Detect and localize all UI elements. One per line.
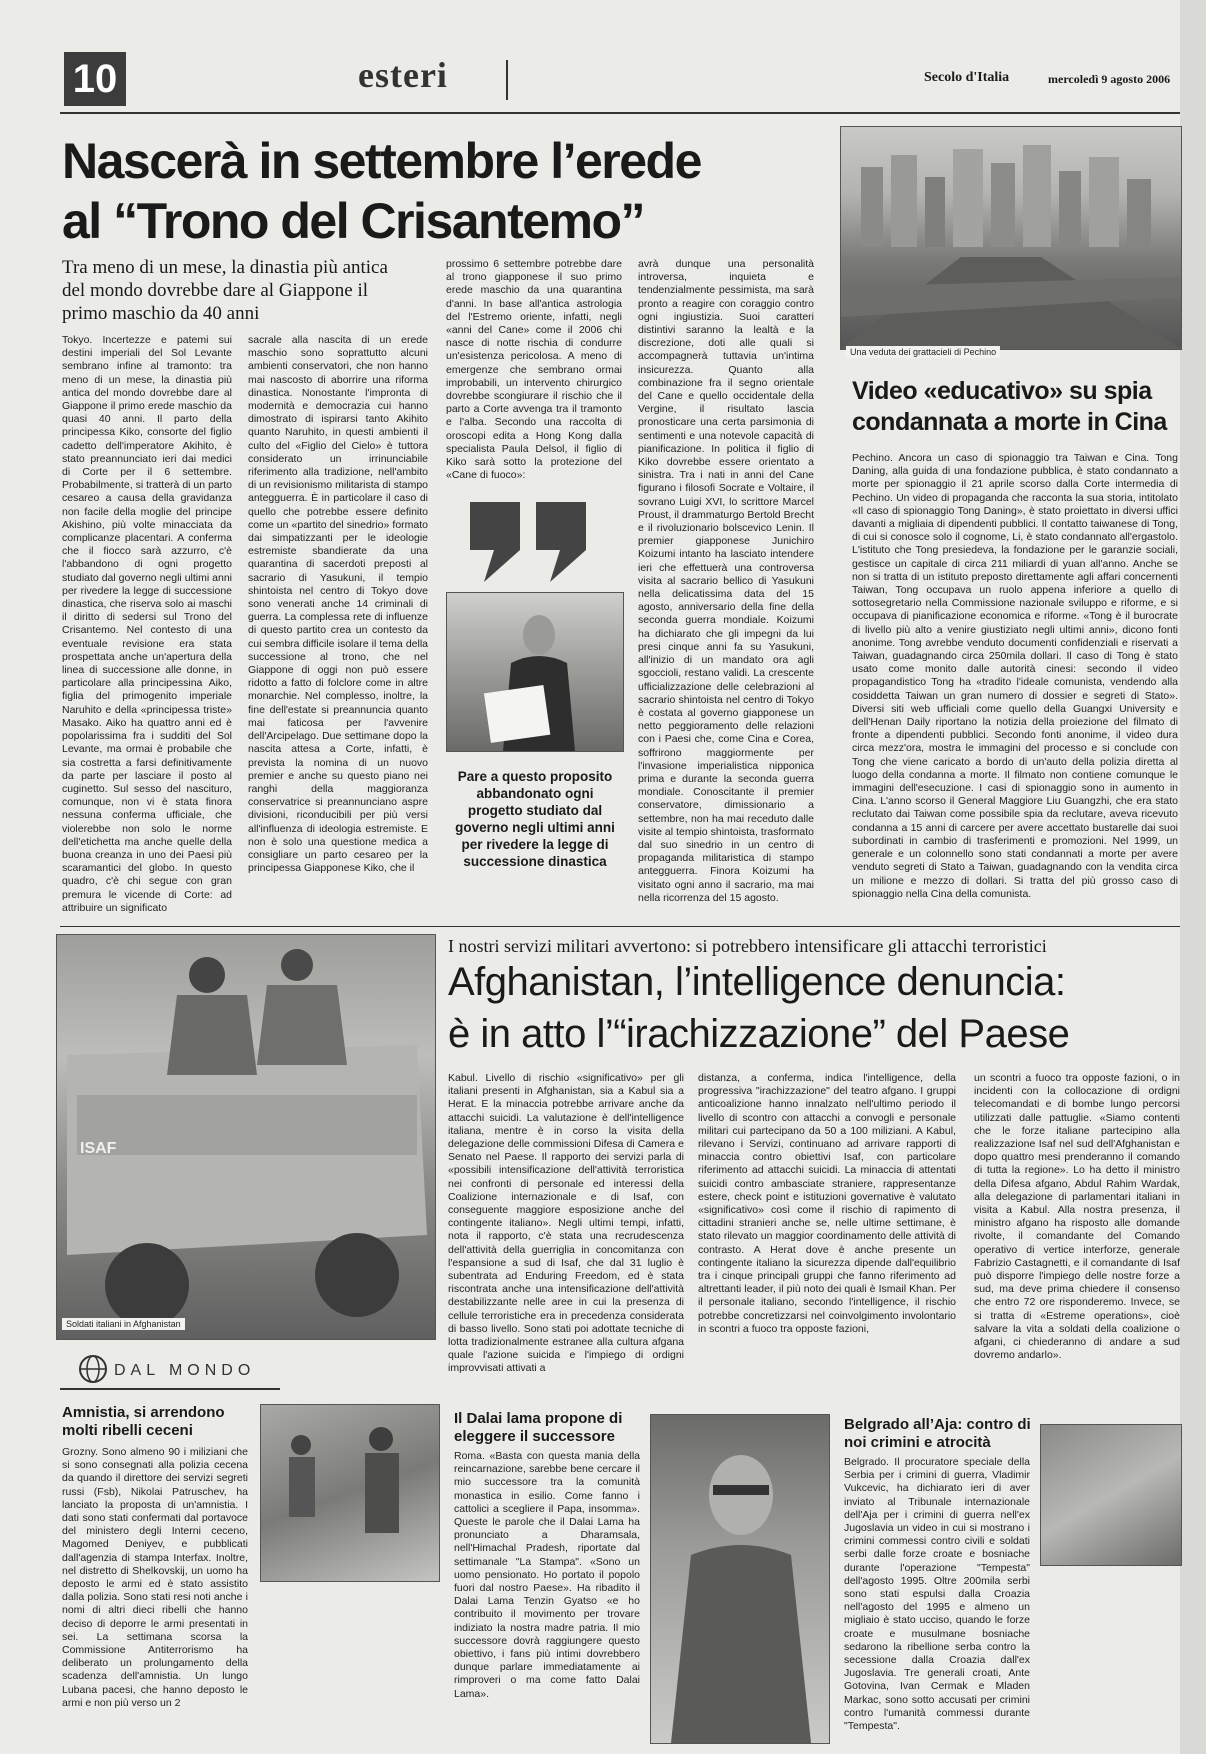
afghan-kicker: I nostri servizi militari avvertono: si potrebbero intensificare gli attacchi terroristici [448,936,1047,956]
dalai-lama-photo [650,1414,830,1744]
main-article-column-3: prossimo 6 settembre potrebbe dare al trono giapponese il suo primo erede maschio da una quarantina d'anni. In base all'antica astrologia del l'Estremo oriente, infatti, negli «anni del Cane» come il 2006 chi nasce di notte rischia di condurre un'esistenza pericolosa. A meno di emergenze che sembrano ormai improbabili, un intervento chirurgico dovrebbe scongiurare il rischio che il parto a Corte avvenga tra il tramonto e l'alba. Secondo una raccolta di oroscopi edita a Hong Kong dalla specialista Paula Delsol, il figlio di Kiko sarà sotto la protezione del «Cane di fuoco»: [446,258,622,482]
main-article-column-2: sacrale alla nascita di un erede maschio sono soprattutto alcuni ambienti conservatori, che non hanno mai nascosto di aborrire una riforma dinastica. Nonostante l'impronta di modernità e democrazia cui hanno dimostrato di ispirarsi tanto Akihito quanto Naruhito, in questi ambienti il culto del «Figlio del Cielo» è tuttora considerato un irrinunciabile riferimento alla tradizione, nell'ambito di un revisionismo militarista di stampo antegguerra. È in particolare il caso di quello che potrebbe essere definito come un «partito del sinedrio» formato dai simpatizzanti per le ideologie estremiste sbandierate da una quarantina di sacerdoti preposti al sacrario di Yasukuni, il tempio shintoista nel centro di Tokyo dove sono venerati anche 14 criminali di guerra. La complessa rete di influenze di questo partito crea un contesto da cui sembra difficile isolare il tema della successione al trono, che nel Giappone di oggi non può essere ridotto a fatto di folclore come in altre monarchie. Nel complesso, inoltre, la fine dell'estate si preannuncia quanto mai faticosa per l'avvenire dell'Arcipelago. Due settimane dopo la nascita attesa a Corte, infatti, è prevista la nomina di un nuovo premier e anche su questo piano nei ranghi della maggioranza conservatrice si preannunciano aspre divisioni, riconducibili per più versi all'influenza di ideologia estremiste. E non è solo una questione medica a consigliare un parto cesareo per la principessa Giapponese Kiko, che il [248,334,428,875]
page-number: 10 [64,52,126,106]
china-headline: Video «educativo» su spia condannata a morte in Cina [852,377,1167,436]
afghanistan-soldiers-photo [56,934,436,1340]
belgrade-photo [1040,1424,1182,1566]
main-headline-line-1: Nascerà in settembre l’erede [62,133,701,189]
afghan-headline-line-2: è in atto l’“irachizzazione” del Paese [448,1012,1070,1056]
chechen-rebels-photo [260,1404,440,1582]
afghan-article-column-3: un scontri a fuoco tra opposte fazioni, o in incidenti con la collocazione di ordigni telecomandati e di bombe lungo percorsi utilizzati dalle pattuglie. «Siamo contenti che le forze italiane partecipino alla realizzazione Isaf nel sud dell'Afghanistan e dopo quattro mesi prenderanno il comando di tutta la regione». Lo ha detto il ministro della Difesa afgano, Abdul Rahim Wardak, alla delegazione di parlamentari italiani in visita a Kabul. Alla nostra presenza, il ministro afgano ha risposto alle domande rivolte, il comandante del Comando operativo di vertice interforze, generale Fabrizio Castagnetti, e il comandante di Isaf può disporre l'impiego delle nostre forze a sud, ma deve prima chiedere il consenso che entro 72 ore risponderemo. Invece, se si tratta di «Estreme operations», cioè salvare la vita a soldati della coalizione o afgani, ci chiederanno di andare a sud dovremo andarlo». [974,1072,1180,1362]
vehicle-marking: ISAF [80,1140,117,1157]
dalai-lama-headline: Il Dalai lama propone di eleggere il successore [454,1410,623,1445]
section-title: esteri [358,55,448,95]
beijing-skyline-photo [840,126,1182,350]
afghan-headline-line-1: Afghanistan, l’intelligence denuncia: [448,960,1066,1004]
chechnya-body: Grozny. Sono almeno 90 i miliziani che si sono consegnati alla polizia cecena da quando il direttore dei servizi segreti russi (Fsb), Nikolai Patruschev, ha lanciato la proposta di un'amnistia. I dati sono stati confermati dal portavoce del ministero degli Interni ceceno, Magomed Deniyev, e pubblicati dall'agenzia di stampa Interfax. Inoltre, nel distretto di Shelkovskij, un uomo ha deposto le armi ed è stato assistito dalla polizia. Sono stati resi noti anche i nomi di altri dieci ribelli che hanno deciso di deporre le armi presentati in sei. La settimana scorsa la Commissione Antiterrorismo ha deliberato un prolungamento della scadenza dell'amnistia. Un lungo Lubana pacesi, che hanno deposto le armi e non più verso un 2 [62,1446,248,1709]
beijing-photo-caption: Una veduta dei grattacieli di Pechino [846,346,1000,358]
dal-mondo-rule [60,1388,280,1390]
afghan-article-column-2: distanza, a conferma, indica l'intelligence, della progressiva "irachizzazione" del teatro afgano. I gruppi anticoalizione hanno innalzato nell'ultimo periodo il livello di scontro con attacchi a convogli e personale militari cui partecipano da 50 a 100 miliziani. A Kabul, rilevano i Servizi, continuano ad arrivare rapporti di minaccia contro obiettivi Isaf, con particolare riferimento ad attacchi suicidi. La minaccia di attentati suicidi contro ambasciate straniere, rappresentanze estere, check point e istituzioni governative è valutato «significativo» così come il rischio di rapimento di cittadini stranieri anche se, nelle ultime settimane, è stato rilevato un maggior coordinamento delle attività di contrasto. A Herat dove è anche presente un contingente italiano la sicurezza dipende dall'equilibrio tra i cinque principali gruppi che fanno riferimento ad altrettanti leader, il più noto dei quali è Ismail Khan. Per il personale italiano, secondo l'intelligence, il rischio potrebbe concretizzarsi nel coinvolgimento involontario in scontri a fuoco tra opposte fazioni, [698,1072,956,1335]
main-article-column-1: Tokyo. Incertezze e patemi sui destini imperiali del Sol Levante sembrano infine al tramonto: tra meno di un mese, la dinastia più antica del mondo dovrebbe dare al Giappone il primo erede maschio da quasi 40 anni. Il parto della principessa Kiko, consorte del figlio cadetto dell'imperatore Akihito, è stato preannunciato ieri dai medici di Corte per il 6 settembre. Probabilmente, si tratterà di un parto cesareo a causa della gravidanza non facile della moglie del principe Akishino, più volte minacciata da complicanze placentari. A conferma che il fiocco sarà azzurro, c'è l'abbandono di ogni progetto studiato dal governo negli ultimi anni per rivedere la legge di successione dinastica, che riserva solo ai maschi il diritto di sedersi sul Trono del Crisantemo. Nel contesto di una eventuale revisione era stata prospettata anche un'apertura della linea di successione alle donne, in particolare alla principessina Aiko, figlia del primogenito imperiale Naruhito e della «principessa triste» Masako. Aiko ha quattro anni ed è popolarissima fra i sudditi del Sol Levante, ma ormai è probabile che sia costretta a farsi definitivamente da parte per lasciare il posto al cuginetto. Sul sesso del nascituro, comunque, non vi è stata finora nessuna conferma ufficiale, che violerebbe non solo le norme dell'etichetta ma anche quelle della buona creanza in uno dei Paesi più scaramantici del globo. In questo quadro, c'è chi segue con gran premura le vicende di Corte: ad attribuire un significato [62,334,232,914]
afghan-article-column-1: Kabul. Livello di rischio «significativo» per gli italiani presenti in Afghanistan, sia a Kabul sia a Herat. E la minaccia potrebbe arrivare anche da attacchi suicidi. La valutazione è dell'intelligence italiana, mentre è in corso la visita della delegazione delle commissioni Difesa di Camera e Senato nel Paese. Il rapporto dei servizi parla di «possibili intensificazione dell'attività terroristica nei confronti di personale ed interessi della Coalizione internazionale e di Isaf, con conseguente maggiore esposizione anche del contingente italiano». Negli ultimi tempi, infatti, nota il rapporto, c'è stata una recrudescenza dell'attività della guerriglia in concomitanza con l'espansione a sud di Isaf, che dal 31 luglio è subentrata ad Enduring Freedom, ed è stata riscontrata anche una intensificazione dell'attività destabilizzante nelle aree in cui la presenza di cellule terroristiche era in precedenza considerata di basso livello. Sono stati poi adottate tecniche di lotta tradizionalmente estranee alla cultura afgana quale l'azione suicida e l'impiego di ordigni improvvisati attivati a [448,1072,684,1375]
chechnya-headline: Amnistia, si arrendono molti ribelli ceceni [62,1404,225,1439]
main-subhead: Tra meno di un mese, la dinastia più antica del mondo dovrebbe dare al Giappone il primo maschio da 40 anni [62,257,388,324]
header-divider [506,60,508,100]
china-article-body: Pechino. Ancora un caso di spionaggio tra Taiwan e Cina. Tong Daning, alla guida di una fondazione pubblica, è stato condannato a morte per spionaggio il 21 aprile scorso dalla Corte intermedia di Pechino. Un video di propaganda che racconta la sua storia, intitolato «Il caso di spionaggio Tong Daning», è stato proiettato in diversi uffici davanti a migliaia di dipendenti pubblici. Il contatto taiwanese di Tong, di cui si conosce solo il cognome, Li, è stato condannato all'ergastolo. L'istituto che Tong presiedeva, la fondazione per le garanzie sociali, gestisce un capitale di circa 211 miliardi di yuan all'anno. Anche se non si tratta di un istituto preposto direttamente agli affari concernenti Taiwan, Tong occupava un ruolo appena inferiore a quello di sottosegretario nella Commissione nazionale sviluppo e riforme, e si occupava di pianificazione economica e riforme. «Tong è il burocrate di livello più alto a venire giustiziato negli ultimi anni», dicono fonti anonime. Tong avrebbe venduto documenti confidenziali e riservati a Taiwan, guadagnando circa 250mila dollari. Il caso di Tong è stato usato come monito dalle autorità cinesi: secondo il video propagandistico Tong ha «tradito l'ideale comunista, vendendo alla cosiddetta Taiwan un gran numero di dossier e segreti di Stato». Diversi siti web ufficiali come quello della Guangxi University e dell'Henan Daily riportano la notizia della proiezione del filmato di fronte a dipendenti pubblici. Secondo fonti anonime, il video dura circa mezz'ora, mostra le immagini del processo e si conclude con Tong che viene caricato a bordo di un'auto della polizia diretta al luogo della condanna a morte. Il filmato non contiene comunque le immagini dell'esecuzione. I casi di spionaggio sono in aumento in Cina. L'anno scorso il General Maggiore Liu Guangzhi, che era stato reclutato dai Taiwan come possibile spia da reclutare, aveva ricevuto condanna a 15 anni di carcere per avere accettato bustarelle dai suoi subordinati in cambio di trasferimenti e promozioni. Nel 1999, un generale e un colonnello sono stati condannati a morte per avere venduto segreti di Stato a Taiwan, guadagnando con la vendita circa un milione e mezzo di dollari. Si tratta del più grosso caso di spionaggio nella Cina della comunista. [852,452,1178,900]
emperor-photo [446,592,624,752]
header-rule [60,112,1180,114]
main-article-column-4: avrà dunque una personalità introversa, inquieta e tendenzialmente pessimista, ma sarà pronto a reagire con coraggio contro ogni ingiustizia. Suoi caratteri distintivi saranno la lealtà e la discrezione, doti alle quali si accompagnerà tuttavia un'intima insicurezza. Quanto alla combinazione fra il segno orientale del Cane e quello occidentale della Vergine, il risultato lascia pronosticare una certa parsimonia di sentimenti e una notevole capacità di pianificazione. In politica il figlio di Kiko dovrebbe essere orientato a sinistra. Tra i nati in anni del Cane figurano i filosofi Socrate e Voltaire, il sovrano Luigi XVI, lo scrittore Marcel Proust, il drammaturgo Bertold Brecht e il rivoluzionario bolscevico Lenin. Il premier giapponese Junichiro Koizumi intanto ha lasciato intendere ieri che effettuerà una controversa visita al sacrario bellico di Yasukuni nella delicatissima data del 15 agosto, anniversario della fine della seconda guerra mondiale. Koizumi ha dichiarato che gli impegni da lui presi cinque anni fa su Yasukuni, all'inizio di un mandato ora agli sgoccioli, restano validi. La crescente ufficializzazione delle celebrazioni al sacrario shintoista nel centro di Tokyo è costata al governo giapponese un netto peggioramento delle relazioni con i Paesi che, come Cina e Corea, soffrirono maggiormente per l'invasione imperialistica nipponica prima e durante la seconda guerra mondiale. Conoscitante il premier conservatore, dimissionario a settembre, non ha mai receduto dalle visite al tempio shintoista, trasformato dal suo sinedrio in un centro di propaganda militaristica di stampo antegguerra. Finora Koizumi ha visitato ogni anno il sacrario, ma mai nella ricorrenza del 15 agosto. [638,258,814,904]
quote-mark-icon [470,502,590,582]
belgrade-body: Belgrado. Il procuratore speciale della Serbia per i crimini di guerra, Vladimir Vukcevic, ha dichiarato ieri di aver inviato al Tribunale internazionale dell'Aja per i crimini di guerra nell'ex Jugoslavia un video in cui si mostrano i crimini commessi contro civili e soldati serbi dalle forze croate e bosniache durante l'operazione "Tempesta" dell'agosto 1995. Oltre 200mila serbi sono stati espulsi dalla Croazia nell'agosto del 1995 e almeno un migliaio è stato ucciso, quando le forze croate e musulmane bosniache sedarono la ribellione serba contro la secessione dalla Croazia dall'ex Jugoslavia. Tre generali croati, Ante Gotovina, Ivan Cermak e Mladen Markac, sono sotto accusati per crimini contro l'umanità commessi durante "Tempesta". [844,1456,1030,1733]
section-divider [60,926,1180,927]
afghanistan-photo-caption: Soldati italiani in Afghanistan [62,1318,185,1330]
globe-icon [78,1354,108,1384]
issue-date: mercoledì 9 agosto 2006 [1048,72,1171,86]
belgrade-headline: Belgrado all’Aja: contro di noi crimini e atrocità [844,1416,1031,1451]
main-headline-line-2: al “Trono del Crisantemo” [62,193,645,249]
pull-quote: Pare a questo proposito abbandonato ogni progetto studiato dal governo negli ultimi anni per rivedere la legge di successione dinastica [455,769,615,869]
dalai-lama-body: Roma. «Basta con questa mania della reincarnazione, sarebbe bene cercare il mio successore tra la comunità monastica in esilio. Come fanno i cattolici a scegliere il Papa, insomma». Queste le parole che il Dalai Lama ha pronunciato a Dharamsala, nell'Himachal Pradesh, riportate dal settimanale "La Stampa". «Sono un uomo pensionato. Ho portato il popolo fuori dal nostro Paese». Ha ribadito il Dalai Lama Tenzin Gyatso «e ho contribuito il movimento per trovare indiziato la nostra madre patria. Il mio successore dovrà raggiungere questo obiettivo, i fans più intimi dovrebbero dunque parlare immediatamente ai rimproveri o ma come fatto Dalai Lama». [454,1450,640,1700]
newspaper-name: Secolo d'Italia [924,70,1010,85]
dal-mondo-label: DAL MONDO [114,1362,256,1379]
